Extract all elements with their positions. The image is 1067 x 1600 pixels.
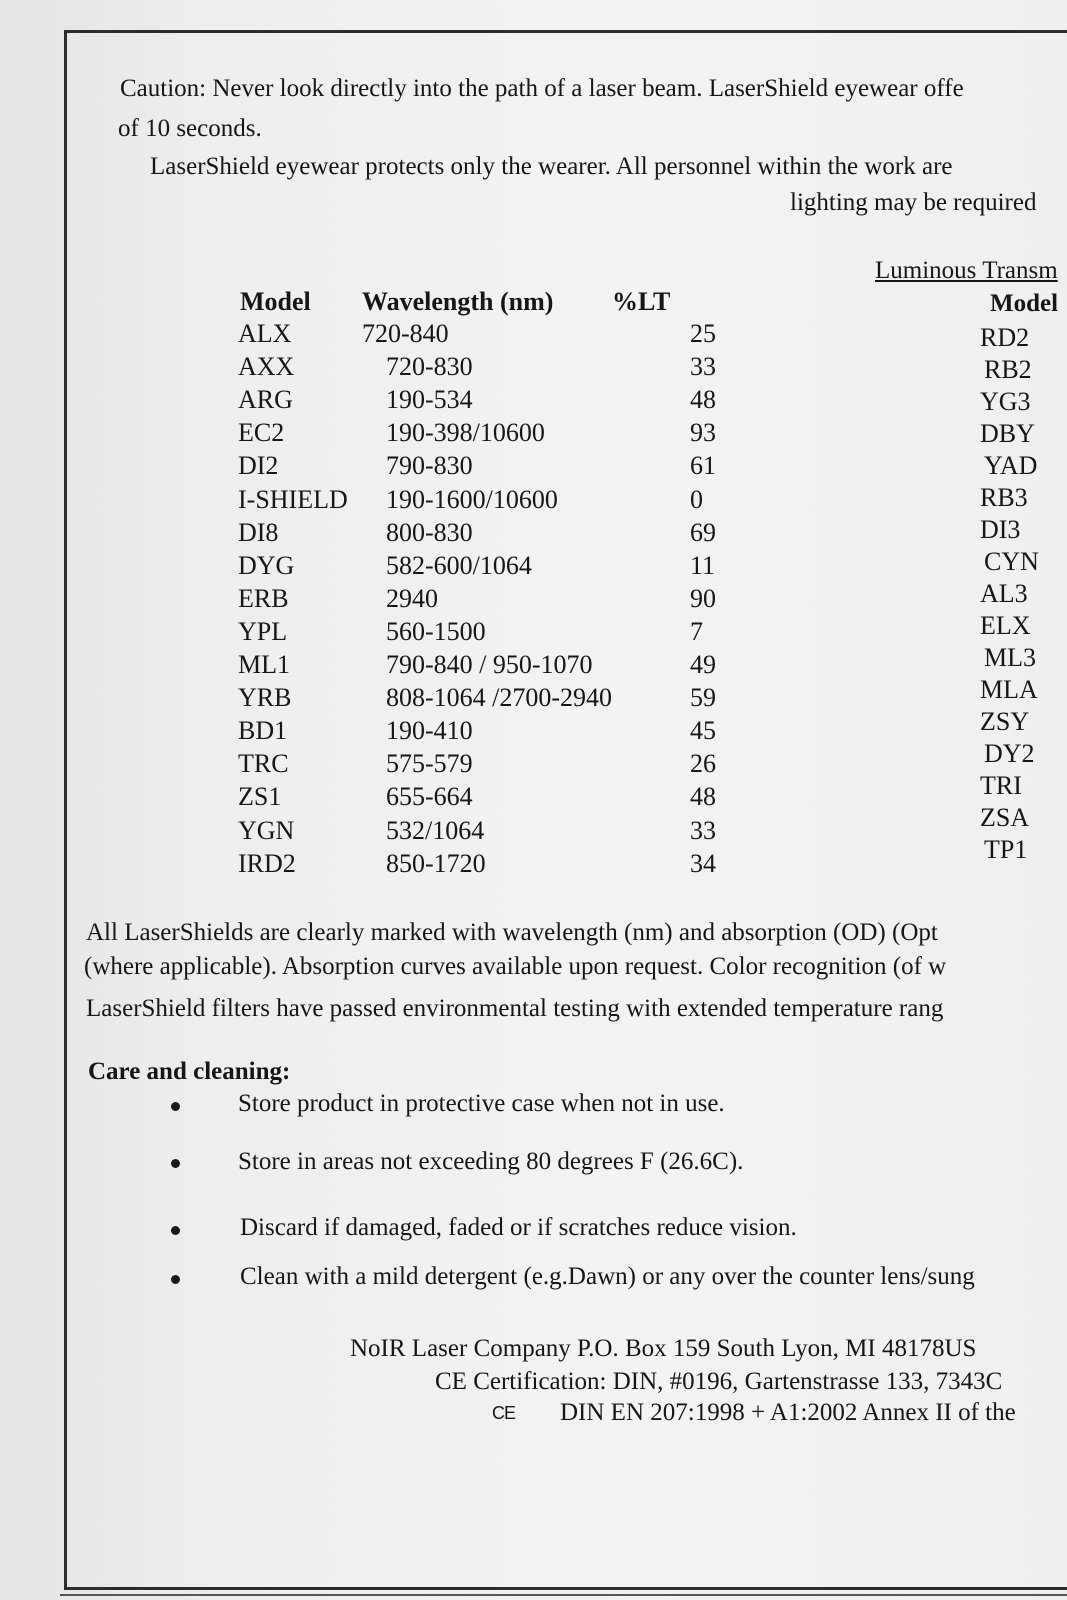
bottom-rule [60, 1594, 1067, 1596]
right-model-cell: DBY [980, 419, 1035, 448]
model-cell: I-SHIELD [238, 484, 348, 514]
model-cell: YRB [238, 683, 292, 713]
wavelength-cell: 532/1064 [386, 815, 485, 845]
marking-line-1: All LaserShields are clearly marked with wavelength (nm) and absorption (OD) (Opt [86, 919, 938, 946]
caution-line-2: of 10 seconds. [118, 115, 262, 142]
lt-column-header: %LT [612, 287, 671, 316]
model-cell: ZS1 [238, 782, 282, 812]
bullet-icon [171, 1159, 180, 1168]
wavelength-column-header: Wavelength (nm) [362, 287, 554, 316]
lt-cell: 49 [690, 650, 716, 679]
footer-address: NoIR Laser Company P.O. Box 159 South Lyon, MI 48178US [350, 1335, 977, 1362]
right-model-cell: ELX [980, 611, 1031, 640]
lt-cell: 34 [690, 848, 716, 878]
care-item: Clean with a mild detergent (e.g.Dawn) or any over the counter lens/sung [240, 1263, 975, 1290]
wavelength-cell: 582-600/1064 [386, 550, 532, 580]
right-model-cell: RD2 [980, 323, 1030, 352]
model-cell: ARG [238, 385, 293, 415]
lt-cell: 25 [690, 319, 716, 348]
model-cell: YGN [238, 815, 295, 845]
wavelength-cell: 560-1500 [386, 616, 486, 646]
care-item: Discard if damaged, faded or if scratches reduce vision. [240, 1214, 797, 1241]
wavelength-cell: 190-534 [386, 385, 473, 415]
care-item: Store product in protective case when not in use. [238, 1090, 725, 1117]
wavelength-cell: 720-830 [386, 352, 473, 382]
protects-line-1: LaserShield eyewear protects only the wearer. All personnel within the work are [150, 153, 953, 180]
wavelength-cell: 790-830 [386, 451, 473, 481]
model-cell: AXX [238, 352, 295, 382]
wavelength-cell: 2940 [386, 583, 438, 613]
model-cell: BD1 [238, 716, 288, 746]
right-model-cell: CYN [984, 547, 1039, 576]
care-item: Store in areas not exceeding 80 degrees F (26.6C). [238, 1148, 744, 1175]
lt-cell: 93 [690, 418, 716, 448]
protects-line-2: lighting may be required [790, 189, 1037, 216]
wavelength-cell: 850-1720 [386, 848, 486, 878]
model-cell: TRC [238, 749, 289, 779]
lt-cell: 90 [690, 583, 716, 613]
lt-cell: 59 [690, 683, 716, 713]
lt-cell: 48 [690, 782, 716, 812]
wavelength-cell: 575-579 [386, 749, 473, 779]
lt-cell: 11 [690, 550, 716, 580]
right-model-header: Model [990, 290, 1059, 317]
marking-line-3: LaserShield filters have passed environmental testing with extended temperature rang [86, 995, 944, 1022]
right-model-cell: RB3 [980, 483, 1028, 512]
model-cell: YPL [238, 616, 288, 646]
right-model-cell: YG3 [980, 387, 1031, 416]
model-cell: EC2 [238, 418, 285, 448]
wavelength-cell: 720-840 [362, 319, 449, 348]
lt-cell: 7 [690, 616, 703, 646]
lt-cell: 0 [690, 484, 703, 514]
model-cell: IRD2 [238, 848, 296, 878]
wavelength-cell: 808-1064 /2700-2940 [386, 683, 613, 713]
marking-line-2: (where applicable). Absorption curves available upon request. Color recognition (of w [84, 953, 947, 980]
footer-ce-certification: CE Certification: DIN, #0196, Gartenstrasse 133, 7343C [435, 1368, 1003, 1395]
model-cell: DI2 [238, 451, 279, 481]
care-heading: Care and cleaning: [88, 1058, 291, 1085]
right-model-cell: YAD [984, 451, 1038, 480]
lt-cell: 61 [690, 451, 716, 481]
lt-cell: 33 [690, 352, 716, 382]
lt-cell: 69 [690, 517, 716, 547]
bullet-icon [171, 1275, 180, 1284]
ce-mark-icon: CE [492, 1403, 516, 1423]
bullet-icon [171, 1226, 180, 1235]
model-cell: ML1 [238, 650, 290, 679]
wavelength-cell: 190-410 [386, 716, 473, 746]
luminous-transmission-heading: Luminous Transm [875, 257, 1058, 284]
lt-cell: 33 [690, 815, 716, 845]
right-model-cell: ZSA [980, 803, 1030, 832]
right-model-cell: TP1 [984, 835, 1028, 864]
model-cell: DYG [238, 550, 295, 580]
wavelength-cell: 800-830 [386, 517, 473, 547]
caution-line-1: Caution: Never look directly into the path of a laser beam. LaserShield eyewear offe [120, 75, 964, 102]
right-model-cell: AL3 [980, 579, 1028, 608]
model-column-header: Model [240, 287, 311, 316]
footer-din-standard: DIN EN 207:1998 + A1:2002 Annex II of the [560, 1399, 1016, 1426]
model-cell: ALX [238, 319, 292, 348]
lt-cell: 26 [690, 749, 716, 779]
wavelength-cell: 190-398/10600 [386, 418, 545, 448]
right-model-cell: ML3 [984, 643, 1036, 672]
lt-cell: 45 [690, 716, 716, 746]
right-model-cell: RB2 [984, 355, 1032, 384]
right-model-cell: DI3 [980, 515, 1021, 544]
model-cell: DI8 [238, 517, 279, 547]
right-model-cell: ZSY [980, 707, 1030, 736]
wavelength-cell: 655-664 [386, 782, 473, 812]
wavelength-cell: 790-840 / 950-1070 [386, 650, 593, 679]
right-model-cell: TRI [980, 771, 1022, 800]
model-cell: ERB [238, 583, 289, 613]
right-model-cell: DY2 [984, 739, 1035, 768]
right-model-cell: MLA [980, 675, 1038, 704]
wavelength-cell: 190-1600/10600 [386, 484, 558, 514]
lt-cell: 48 [690, 385, 716, 415]
bullet-icon [171, 1102, 180, 1111]
